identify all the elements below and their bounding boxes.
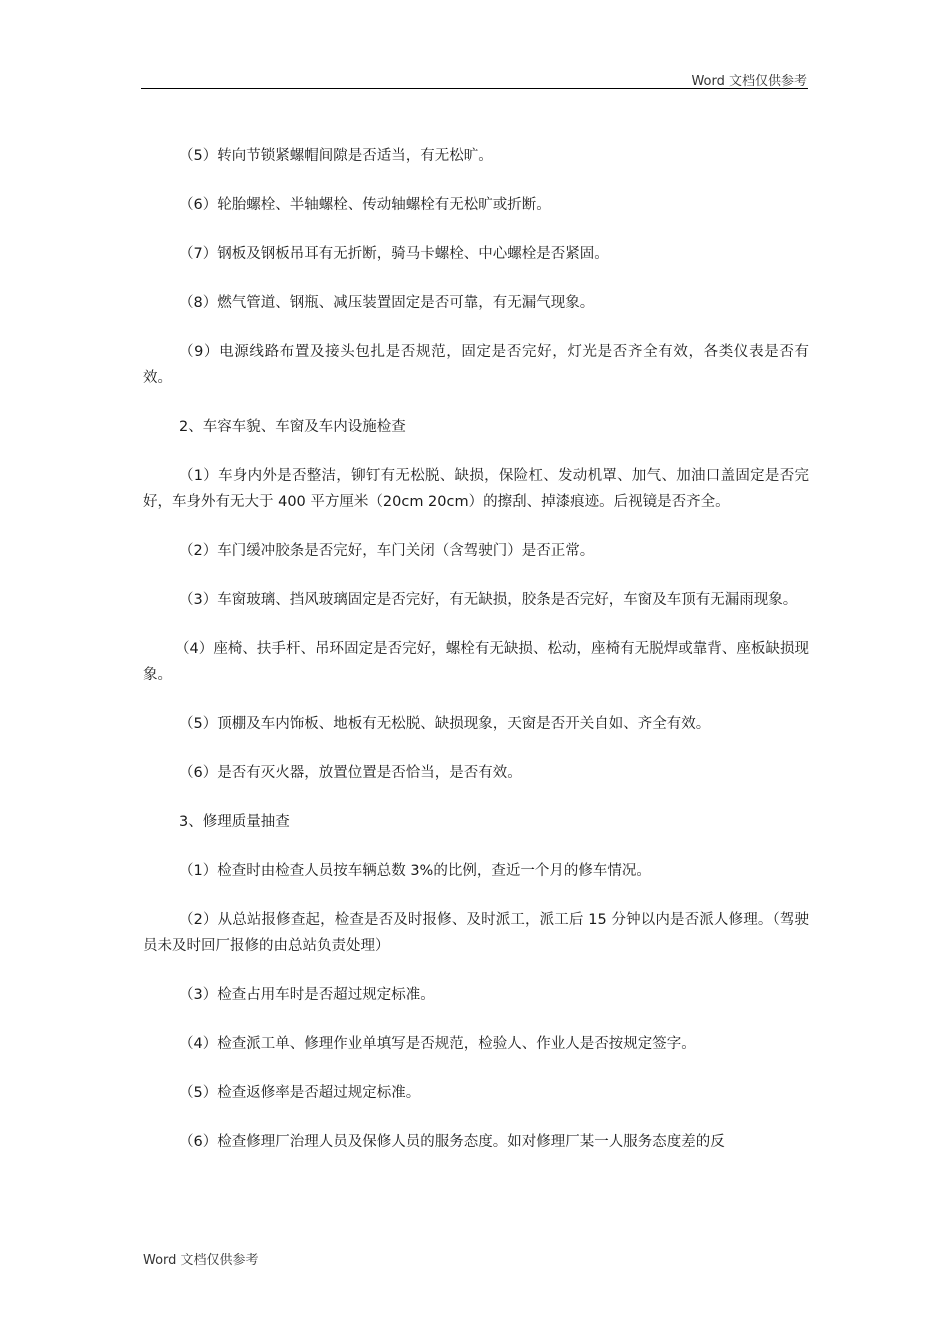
paragraph: （6）是否有灭火器，放置位置是否恰当，是否有效。 [179,765,522,781]
paragraph: （7）钢板及钢板吊耳有无折断，骑马卡螺栓、中心螺栓是否紧固。 [179,246,609,262]
paragraph: （4）检查派工单、修理作业单填写是否规范，检验人、作业人是否按规定签字。 [179,1036,696,1052]
paragraph: （6）检查修理厂治理人员及保修人员的服务态度。如对修理厂某一人服务态度差的反 [179,1134,725,1150]
paragraph: （1）检查时由检查人员按车辆总数 3%的比例，查近一个月的修车情况。 [179,863,651,879]
document-body [143,143,809,1178]
footer-text: Word 文档仅供参考 [143,1253,259,1268]
paragraph: （2）车门缓冲胶条是否完好，车门关闭（含驾驶门）是否正常。 [179,543,595,559]
paragraph: （2）从总站报修查起，检查是否及时报修、及时派工，派工后 15 分钟以内是否派人修理。（驾驶员未及时回厂报修的由总站负责处理） [143,912,809,954]
paragraph: （5）顶棚及车内饰板、地板有无松脱、缺损现象，天窗是否开关自如、齐全有效。 [179,716,711,732]
header-divider [141,88,808,89]
paragraph: （3）车窗玻璃、挡风玻璃固定是否完好，有无缺损，胶条是否完好，车窗及车顶有无漏雨现象。 [179,592,798,608]
paragraph: （6）轮胎螺栓、半轴螺栓、传动轴螺栓有无松旷或折断。 [179,197,551,213]
paragraph: （3）检查占用车时是否超过规定标准。 [179,987,435,1003]
paragraph: （5）转向节锁紧螺帽间隙是否适当，有无松旷。 [179,148,493,164]
paragraph: （1）车身内外是否整洁，铆钉有无松脱、缺损，保险杠、发动机罩、加气、加油口盖固定是否完好，车身外有无大于 400 平方厘米（20cm 20cm）的擦刮、掉漆痕迹。后视镜是否齐全。 [143,468,809,510]
section-heading: 3、修理质量抽查 [179,814,290,830]
header-text: Word 文档仅供参考 [691,74,807,89]
paragraph: （5）检查返修率是否超过规定标准。 [179,1085,421,1101]
paragraph: （9）电源线路布置及接头包扎是否规范，固定是否完好，灯光是否齐全有效，各类仪表是否有效。 [143,344,809,386]
paragraph: （4）座椅、扶手杆、吊环固定是否完好，螺栓有无缺损、松动，座椅有无脱焊或靠背、座板缺损现象。 [143,641,809,683]
paragraph: （8）燃气管道、钢瓶、减压装置固定是否可靠，有无漏气现象。 [179,295,595,311]
section-heading: 2、车容车貌、车窗及车内设施检查 [179,419,406,435]
